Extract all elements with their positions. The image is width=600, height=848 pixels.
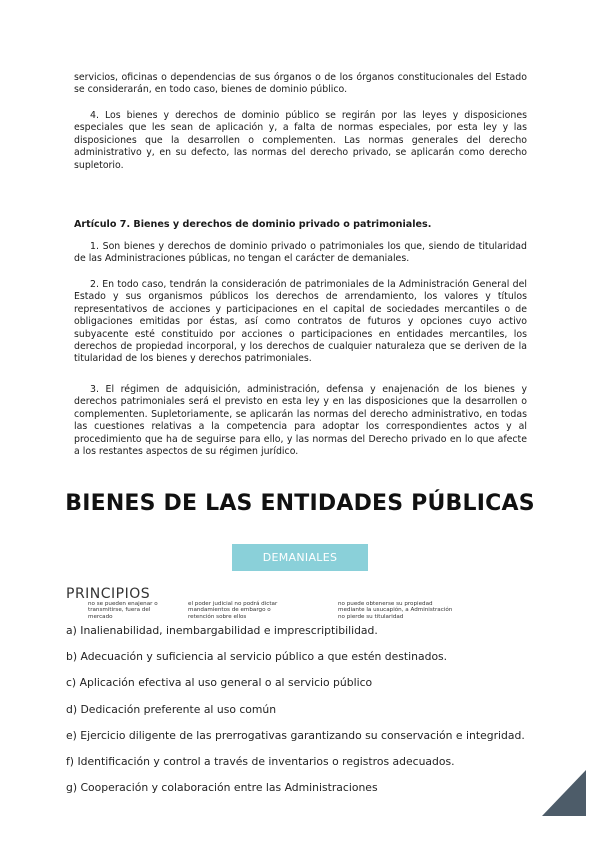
demaniales-button[interactable]: DEMANIALES [232,544,368,571]
list-item: e) Ejercicio diligente de las prerrogativas garantizando su conservación e integridad. [66,728,525,742]
list-item: g) Cooperación y colaboración entre las Administraciones [66,781,378,795]
principios-title: PRINCIPIOS [66,586,151,602]
slide-title: BIENES DE LAS ENTIDADES PÚBLICAS [65,491,535,516]
paragraph-4: 4. Los bienes y derechos de dominio público se regirán por las leyes y disposiciones especiales que les sean de aplicación y, a falta de normas especiales, por esta ley y las disposiciones que la desarrollen o complementen. Las normas generales del derecho administrativo y, en su defecto, las normas del derecho privado, se aplicarán como derecho supletorio. [74,110,527,171]
note-inalienabilidad: no se pueden enajenar o transmitirse, fuera del mercado [88,601,158,620]
list-item: a) Inalienabilidad, inembargabilidad e imprescriptibilidad. [66,624,378,637]
list-item: d) Dedicación preferente al uso común [66,702,277,716]
corner-decoration [542,770,586,816]
article-7-heading: Artículo 7. Bienes y derechos de dominio privado o patrimoniales. [74,219,432,230]
paragraph-art7-2: 2. En todo caso, tendrán la consideración de patrimoniales de la Administración General del Estado y sus organismos públicos los derechos de arrendamiento, los valores y títulos representativos de acciones y participaciones en el capital de sociedades mercantiles o de obligaciones emitidas por éstas, así como contratos de futuros y opciones cuyo activo subyacente esté constituido por acciones o participaciones en entidades mercantiles, los derechos de propiedad incorporal, y los derechos de cualquier naturaleza que se deriven de la titularidad de los bienes y derechos patrimoniales. [74,279,527,365]
principles-list [66,622,525,805]
list-item: c) Aplicación efectiva al uso general o al servicio público [66,676,373,690]
note-imprescriptibilidad: no puede obtenerse su propiedad mediante la usucapión, a Administración no pierde su titularidad [338,601,453,620]
paragraph-art7-3: 3. El régimen de adquisición, administración, defensa y enajenación de los bienes y derechos patrimoniales será el previsto en esta ley y en las disposiciones que la desarrollen o complementen. Supletoriamente, se aplicarán las normas del derecho administrativo, en todas las cuestiones relativas a la competencia para adoptar los correspondientes actos y al procedimiento que ha de seguirse para ello, y las normas del Derecho privado en lo que afecte a los restantes aspectos de su régimen jurídico. [74,384,527,458]
list-item: b) Adecuación y suficiencia al servicio público a que estén destinados. [66,650,448,664]
paragraph-top: servicios, oficinas o dependencias de sus órganos o de los órganos constitucionales del Estado se considerarán, en todo caso, bienes de dominio público. [74,72,527,96]
list-item: f) Identificación y control a través de inventarios o registros adecuados. [66,754,455,768]
note-inembargabilidad: el poder judicial no podrá dictar mandamientos de embargo o retención sobre ellos [188,601,278,620]
paragraph-art7-1: 1. Son bienes y derechos de dominio privado o patrimoniales los que, siendo de titularidad de las Administraciones públicas, no tengan el carácter de demaniales. [74,241,527,265]
